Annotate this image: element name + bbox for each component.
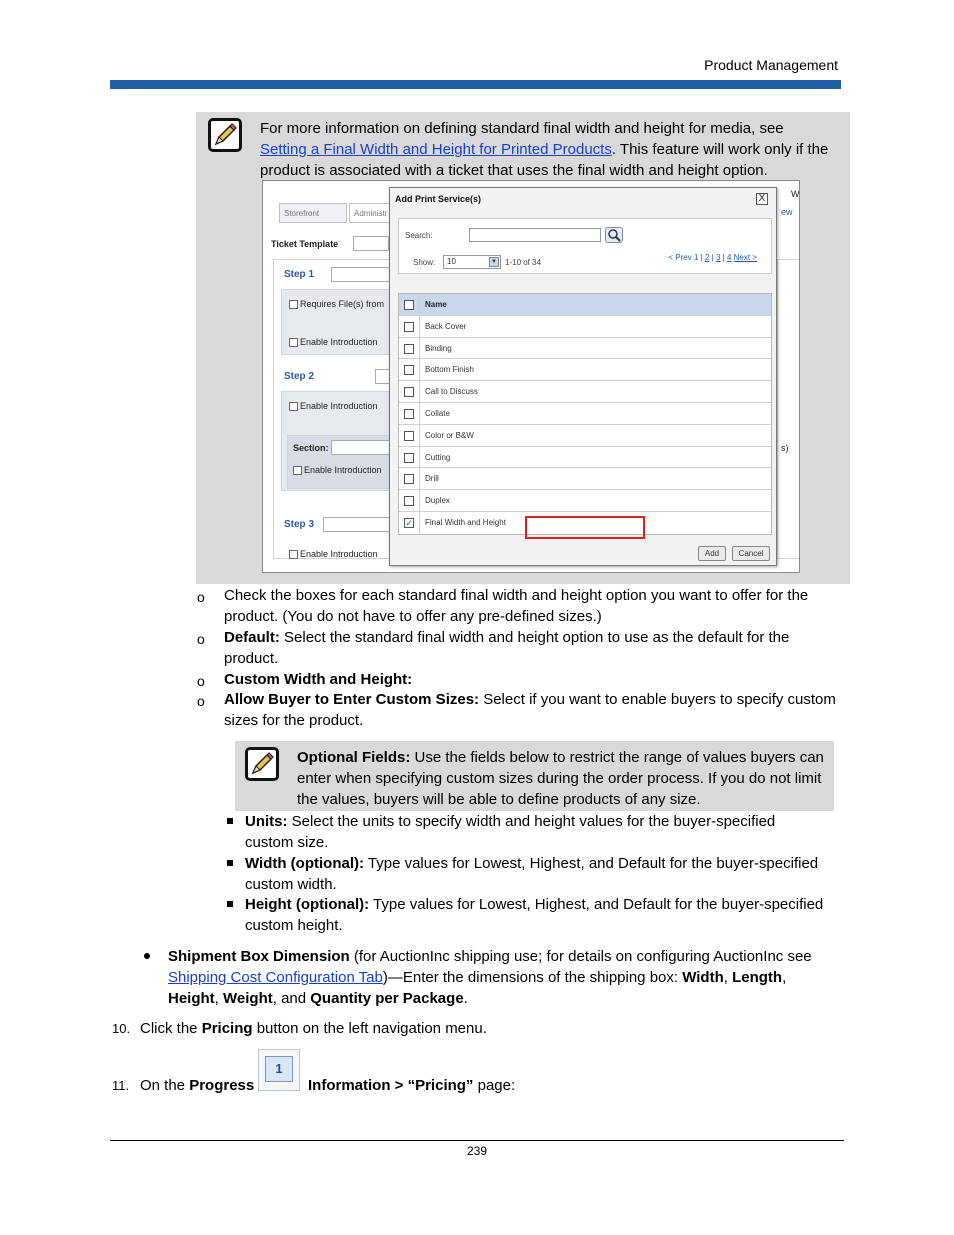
bullet-check-boxes: Check the boxes for each standard final width and height option you want to offer for the product. (You do not have to offer any pre-defined sizes.) bbox=[224, 587, 809, 625]
step-11-text-a: On the Progress bbox=[140, 1077, 255, 1094]
round-bullet bbox=[144, 953, 150, 959]
optional-fields-text: Optional Fields: Use the fields below to restrict the range of values buyers can enter when specifying custom sizes during the order process. If you do not limit the values, buyers will be able to define products of any size. bbox=[297, 749, 824, 808]
bullet-allow-buyer-custom: Allow Buyer to Enter Custom Sizes: Select if you want to enable buyers to specify custom sizes for the product. bbox=[224, 691, 836, 729]
optional-fields-note bbox=[235, 741, 834, 811]
service-name: Drill bbox=[425, 474, 439, 484]
pager-page-4[interactable]: 4 bbox=[726, 253, 732, 262]
highlight-box bbox=[525, 516, 645, 539]
pencil-note-icon bbox=[245, 747, 279, 781]
step-3-input bbox=[323, 517, 391, 532]
show-label: Show: bbox=[413, 258, 436, 267]
table-row[interactable] bbox=[399, 468, 771, 490]
enable-intro-3: Enable Introduction bbox=[293, 465, 382, 475]
step-3-label: Step 3 bbox=[284, 519, 315, 530]
row-checkbox[interactable] bbox=[404, 431, 414, 441]
ticket-template-label: Ticket Template bbox=[271, 239, 339, 249]
square-bullet bbox=[227, 901, 233, 907]
row-checkbox[interactable] bbox=[404, 387, 414, 397]
pager-next[interactable]: Next > bbox=[733, 253, 757, 262]
bullet-marker: o bbox=[197, 631, 205, 647]
bullet-width-optional: Width (optional): Type values for Lowest, Highest, and Default for the buyer-specified custom width. bbox=[245, 855, 819, 893]
row-checkbox[interactable] bbox=[404, 409, 414, 419]
add-print-service-dialog bbox=[389, 187, 777, 566]
row-checkbox[interactable] bbox=[404, 474, 414, 484]
row-checkbox[interactable] bbox=[404, 344, 414, 354]
service-name: Call to Discuss bbox=[425, 387, 478, 397]
bullet-height-optional: Height (optional): Type values for Lowest, Highest, and Default for the buyer-specified custom height. bbox=[245, 896, 824, 934]
table-row[interactable] bbox=[399, 381, 771, 403]
cancel-button[interactable]: Cancel bbox=[732, 546, 770, 561]
square-bullet bbox=[227, 818, 233, 824]
step-1-label: Step 1 bbox=[284, 269, 315, 280]
section-input bbox=[331, 440, 391, 455]
close-icon[interactable]: X bbox=[756, 193, 768, 205]
tab-storefront: Storefront bbox=[279, 203, 347, 223]
row-checkbox[interactable] bbox=[404, 496, 414, 506]
right-edge-panel bbox=[777, 259, 800, 559]
table-row[interactable] bbox=[399, 338, 771, 360]
chevron-down-icon: ▼ bbox=[489, 257, 499, 267]
show-select[interactable]: 10 ▼ bbox=[443, 255, 501, 269]
print-service-grid bbox=[398, 293, 772, 535]
step-2-label: Step 2 bbox=[284, 371, 315, 382]
shipping-cost-config-link[interactable]: Shipping Cost Configuration Tab bbox=[168, 969, 383, 986]
edge-label-ew: ew bbox=[781, 207, 793, 217]
shipment-box-dimension: Shipment Box Dimension (for AuctionInc shipping use; for details on configuring AuctionInc see Shipping Cost Configuration Tab)—Enter the dimensions of the shipping box: Width, Length, Height, Weight, and Quantity per Package. bbox=[168, 948, 812, 1007]
service-name: Bottom Finish bbox=[425, 365, 474, 375]
table-row[interactable] bbox=[399, 359, 771, 381]
service-name: Cutting bbox=[425, 452, 451, 462]
row-checkbox[interactable]: ✓ bbox=[405, 517, 413, 528]
row-checkbox[interactable] bbox=[404, 365, 414, 375]
pager-page-3[interactable]: 3 bbox=[715, 253, 721, 262]
footer-rule bbox=[110, 1140, 844, 1141]
edge-label-s: s) bbox=[781, 443, 789, 453]
service-name: Binding bbox=[425, 343, 452, 353]
pager: < Prev 1 | 2 | 3 | 4 Next > bbox=[668, 253, 757, 262]
column-header-name: Name bbox=[425, 300, 447, 309]
bullet-marker: o bbox=[197, 693, 205, 709]
step-10-text: Click the Pricing button on the left navigation menu. bbox=[140, 1020, 487, 1037]
step-11-text-b: Information > “Pricing” page: bbox=[308, 1077, 516, 1094]
tab-administration: Administr bbox=[349, 203, 393, 223]
page-number: 239 bbox=[466, 1144, 488, 1158]
info-note-text: For more information on defining standard final width and height for media, see Setting a Final Width and Height for Printed Products. This feature will work only if the product is associated with a ticket that uses the final width and height option. bbox=[260, 120, 829, 179]
service-name: Duplex bbox=[425, 496, 450, 506]
edge-label-w: W bbox=[791, 189, 800, 199]
bullet-marker: o bbox=[197, 589, 205, 605]
step-1-input bbox=[331, 267, 391, 282]
row-checkbox[interactable] bbox=[404, 322, 414, 332]
ticket-template-input bbox=[353, 236, 389, 251]
section-label: Section: bbox=[293, 443, 329, 453]
requires-files-label: Requires File(s) from bbox=[289, 299, 384, 309]
search-label: Search: bbox=[405, 231, 433, 240]
enable-intro-2: Enable Introduction bbox=[289, 401, 378, 411]
table-row[interactable] bbox=[399, 490, 771, 512]
search-icon[interactable] bbox=[605, 227, 623, 243]
bullet-units: Units: Select the units to specify width and height values for the buyer-specified custom size. bbox=[245, 813, 776, 851]
bullet-custom-width-height: Custom Width and Height: bbox=[224, 671, 413, 688]
pencil-note-icon bbox=[208, 118, 242, 152]
select-all-checkbox[interactable] bbox=[404, 300, 414, 310]
service-name: Collate bbox=[425, 408, 450, 418]
add-print-service-screenshot bbox=[262, 180, 800, 573]
row-checkbox[interactable] bbox=[404, 453, 414, 463]
search-input[interactable] bbox=[469, 228, 601, 242]
add-button[interactable]: Add bbox=[698, 546, 726, 561]
table-row[interactable] bbox=[399, 447, 771, 469]
enable-intro-4: Enable Introduction bbox=[289, 549, 378, 559]
search-area bbox=[398, 218, 772, 274]
table-row[interactable] bbox=[399, 316, 771, 338]
setting-final-width-link[interactable]: Setting a Final Width and Height for Printed Products bbox=[260, 141, 612, 158]
service-name: Color or B&W bbox=[425, 430, 474, 440]
range-text: 1-10 of 34 bbox=[505, 258, 542, 267]
service-name: Final Width and Height bbox=[425, 517, 506, 527]
bullet-default: Default: Select the standard final width and height option to use as the default for the product. bbox=[224, 629, 790, 667]
pager-page-2[interactable]: 2 bbox=[704, 253, 710, 262]
header-bar bbox=[110, 80, 841, 89]
bullet-marker: o bbox=[197, 673, 205, 689]
table-row[interactable] bbox=[399, 403, 771, 425]
table-row[interactable] bbox=[399, 425, 771, 447]
step-10-number: 10. bbox=[112, 1021, 131, 1036]
service-name: Back Cover bbox=[425, 321, 467, 331]
step-11-number: 11. bbox=[112, 1078, 130, 1093]
pager-prev[interactable]: < Prev 1 bbox=[668, 253, 699, 262]
square-bullet bbox=[227, 860, 233, 866]
section-header-title: Product Management bbox=[704, 57, 838, 73]
enable-intro-1: Enable Introduction bbox=[289, 337, 378, 347]
dialog-title: Add Print Service(s) bbox=[395, 194, 482, 204]
grid-header-row bbox=[399, 294, 771, 316]
progress-step-icon: 1 bbox=[258, 1049, 300, 1091]
